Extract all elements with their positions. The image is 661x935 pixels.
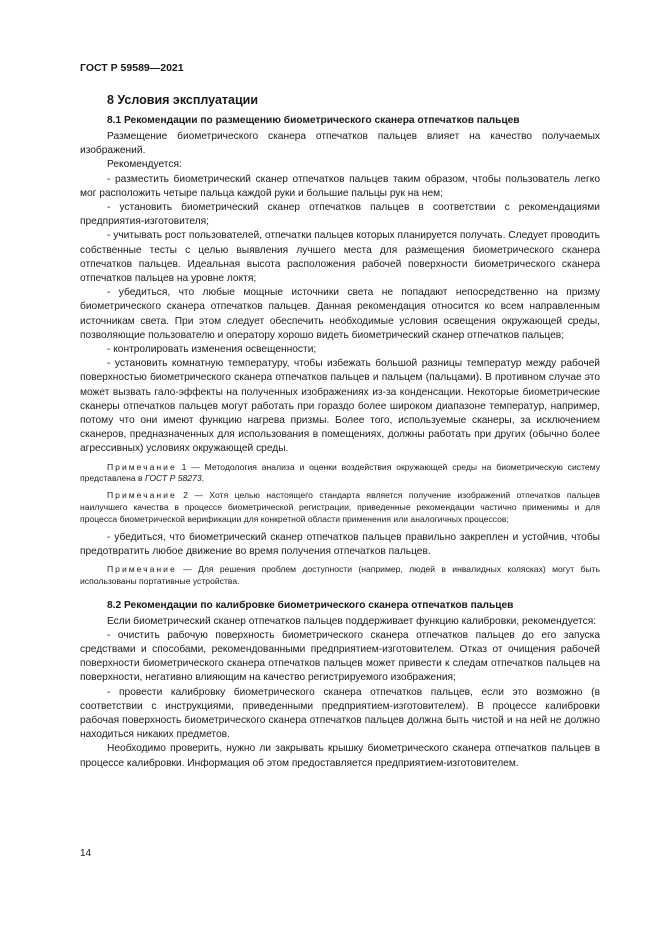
note-text: 1 — Методология анализа и оценки воздействия окружающей среды на биометрическую систему представлена в [80, 461, 600, 484]
list-item: - учитывать рост пользователей, отпечатки пальцев которых планируется получать. Следует проводить собственные тесты с целью выявления лучшего места для размещения биометрического сканера отпечатков пальцев. Идеальная высота расположения рабочей поверхности биометрического сканера отпечатков пальцев на уровне локтя; [80, 230, 600, 285]
note-2 [80, 490, 600, 525]
page-content [80, 93, 600, 771]
paragraph: Необходимо проверить, нужно ли закрывать крышку биометрического сканера отпечатков пальцев в процессе калибровки. Информация об этом предоставляется предприятием-изготовителем. [80, 743, 600, 769]
standard-number: ГОСТ Р 59589—2021 [80, 62, 184, 74]
note-label: Примечание [107, 564, 177, 575]
subsection-title-8-2: 8.2 Рекомендации по калибровке биометрического сканера отпечатков пальцев [107, 599, 514, 611]
list-item: - убедиться, что любые мощные источники света не попадают непосредственно на призму биометрического сканера отпечатков пальцев. Данная рекомендация относится ко всем направленным источникам света. При этом следует обеспечить необходимые условия освещения окружающей среды, позволяющие пользователю и оператору хорошо видеть биометрический сканер отпечатков пальцев; [80, 287, 600, 341]
note-label: Примечание [107, 490, 177, 501]
standard-reference: ГОСТ Р 58273 [144, 473, 202, 484]
note-1 [80, 462, 600, 486]
list-item: - установить биометрический сканер отпечатков пальцев в соответствии с рекомендациями предприятия-изготовителя; [80, 202, 600, 228]
note-3 [80, 564, 600, 588]
list-item: - провести калибровку биометрического сканера отпечатков пальцев, если это возможно (в соответствии с инструкциями, приведенными предприятием-изготовителем). В процессе калибровки рабочая поверхность биометрического сканера отпечатков пальцев должна быть чистой и на ней не должно находиться никаких предметов. [80, 686, 600, 741]
list-item: - установить комнатную температуру, чтобы избежать большой разницы температур между рабочей поверхностью биометрического сканера отпечатков пальцев и пальцем (пальцами). В противном случае это может вызвать гало-эффекты на полученных изображениях из-за конденсации. Некоторые биометрические сканеры отпечатков пальцев могут работать при гораздо более широком диапазоне температур, например, потому что они имеют функцию нагрева призмы. Более того, используемые сканеры, за исключением сканеров, предназначенных для использования в помещениях, должны работать при других (обычно более агрессивных) условиях окружающей среды. [80, 358, 600, 455]
paragraph: Рекомендуется: [107, 159, 182, 171]
list-item: - очистить рабочую поверхность биометрического сканера отпечатков пальцев до его запуска средствами и способами, рекомендованными предприятием-изготовителем. Отказ от очищения рабочей поверхности биометрического сканера отпечатков пальцев может привести к следам отпечатков пальцев на поверхности, негативно влияющим на качество регистрируемого изображения; [80, 629, 600, 684]
list-item: - убедиться, что биометрический сканер отпечатков пальцев правильно закреплен и устойчив, чтобы предотвратить любое движение во время получения отпечатков пальцев. [80, 531, 600, 557]
subsection-title-8-1: 8.1 Рекомендации по размещению биометрического сканера отпечатков пальцев [107, 115, 520, 126]
paragraph: Размещение биометрического сканера отпечатков пальцев влияет на качество получаемых изображений. [80, 131, 600, 157]
paragraph: Если биометрический сканер отпечатков пальцев поддерживает функцию калибровки, рекомендуется: [107, 615, 597, 627]
section-title: 8 Условия эксплуатации [107, 93, 259, 107]
list-item: - разместить биометрический сканер отпечатков пальцев таким образом, чтобы пользователь легко мог расположить четыре пальца каждой руки и большие пальцы рук на нем; [80, 173, 600, 199]
page-number: 14 [80, 848, 92, 859]
note-end: . [201, 473, 205, 484]
note-label: Примечание [107, 461, 177, 472]
note-text: 2 — Хотя целью настоящего стандарта является получение изображений отпечатков пальцев наилучшего качества в процессе биометрической регистрации, приведенные рекомендации частично применимы и для процесса биометрической верификации для конкретной области применения или аналогичных процессов; [80, 490, 600, 524]
list-item: - контролировать изменения освещенности; [107, 344, 317, 356]
note-text: — Для решения проблем доступности (например, людей в инвалидных колясках) могут быть использованы портативные устройства. [80, 564, 600, 586]
